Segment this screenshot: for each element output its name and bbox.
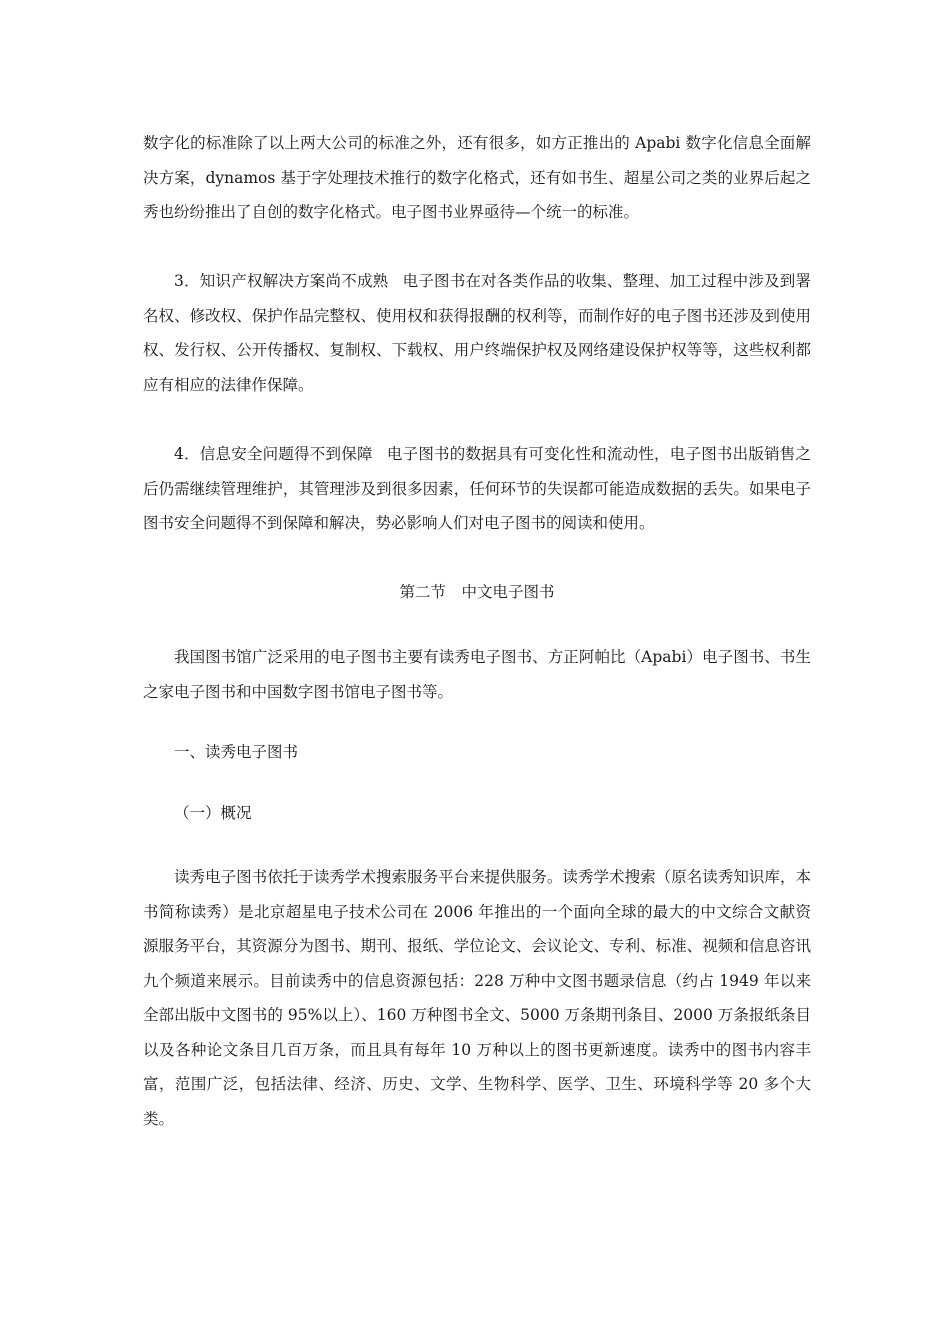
paragraph-body: 电子图书在对各类作品的收集、整理、加工过程中涉及到署名权、修改权、保护作品完整权、使用权和获得报酬的权利等，而制作好的电子图书还涉及到使用权、发行权、公开传播权、复制权、下载权、用户终端保护权及网络建设保护权等等，这些权利都应有相应的法律作保障。 <box>143 272 811 394</box>
paragraph-digitization-standards: 数字化的标准除了以上两大公司的标准之外，还有很多，如方正推出的 Apabi 数字化信息全面解决方案，dynamos 基于字处理技术推行的数字化格式，还有如书生、超星公司之类的业界后起之秀也纷纷推出了自创的数字化格式。电子图书业界亟待—个统一的标准。 <box>143 134 811 221</box>
paragraph-chinese-ebooks-intro: 我国图书馆广泛采用的电子图书主要有读秀电子图书、方正阿帕比（Apabi）电子图书、书生之家电子图书和中国数字图书馆电子图书等。 <box>143 648 811 701</box>
paragraph-body: 电子图书的数据具有可变化性和流动性，电子图书出版销售之后仍需继续管理维护，其管理涉及到很多因素，任何环节的失误都可能造成数据的丢失。如果电子图书安全问题得不到保障和解决，势必影响人们对电子图书的阅读和使用。 <box>143 445 811 532</box>
paragraph-lead: 3．知识产权解决方案尚不成熟 <box>174 272 389 290</box>
paragraph-intellectual-property <box>143 264 811 402</box>
heading-duxiu: 一、读秀电子图书 <box>174 743 299 761</box>
section-title: 第二节 中文电子图书 <box>399 583 555 601</box>
paragraph-lead: 4．信息安全问题得不到保障 <box>174 445 373 463</box>
paragraph-duxiu-overview: 读秀电子图书依托于读秀学术搜索服务平台来提供服务。读秀学术搜索（原名读秀知识库，本书简称读秀）是北京超星电子技术公司在 2006 年推出的一个面向全球的最大的中文综合文献资源服务平台，其资源分为图书、期刊、报纸、学位论文、会议论文、专利、标准、视频和信息咨讯九个频道来展示。目前读秀中的信息资源包括：228 万种中文图书题录信息（约占 1949 年以来全部出版中文图书的 95%以上）、160 万种图书全文、5000 万条期刊条目、2000 万条报纸条目以及各种论文条目几百万条，而且具有每年 10 万种以上的图书更新速度。读秀中的图书内容丰富，范围广泛，包括法律、经济、历史、文学、生物科学、医学、卫生、环境科学等 20 多个大类。 <box>143 868 811 1128</box>
heading-overview: （一）概况 <box>174 804 252 822</box>
paragraph-information-security <box>143 437 811 541</box>
